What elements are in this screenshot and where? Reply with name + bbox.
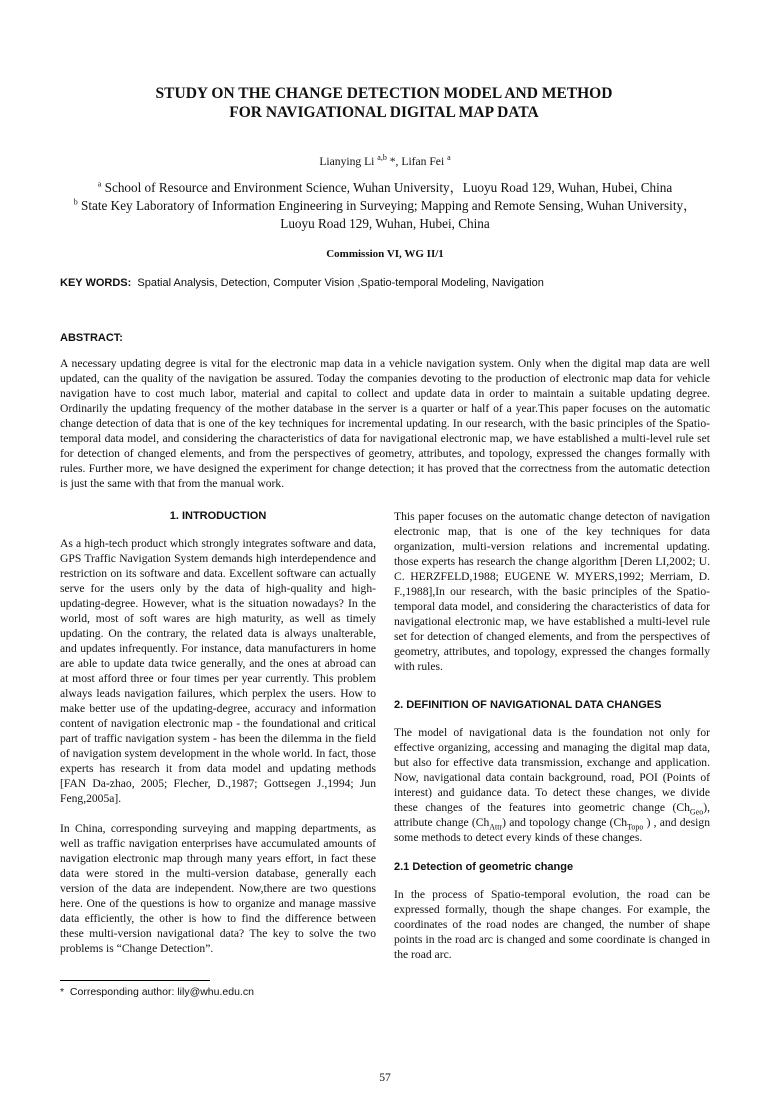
authors bbox=[60, 154, 710, 169]
affil-mark: a bbox=[97, 179, 102, 189]
affil-mark: b bbox=[73, 197, 78, 207]
keywords bbox=[60, 276, 710, 291]
text-seg: The model of navigational data is the foundation not only for effective organizing, accessing and managing the digital map data, but also for effective data transmission, exchange and application. Now, navigational data contain background, road, POI (Points of interest) and guidance data. To detect these changes, we divide these changes of the features into geometric change (Ch bbox=[394, 726, 710, 814]
paper-title bbox=[0, 84, 768, 122]
title-line-1: STUDY ON THE CHANGE DETECTION MODEL AND METHOD bbox=[155, 85, 613, 102]
intro-paragraph-3: This paper focuses on the automatic change detecton of navigation electronic map, that is one of the key techniques for data organization, multi-version relations and incremental updating. those experts has research the change algorithm [Deren LI,2002; U. C. HERZFELD,1988; EUGENE W. MYERS,1992; Merriam, D. F.,1988],In our research, with the basic principles of the Spatio-temporal data model, and considering the characteristics of data for navigational electronic map, we have established a multi-level rule set for detection of changed elements, and from the perspectives of geometry, attributes, and topology, expressed the changes formally with rules. bbox=[394, 510, 710, 673]
author-1-affil: a,b bbox=[377, 153, 387, 163]
author-2-affil: a bbox=[447, 153, 451, 163]
keywords-text: Spatial Analysis, Detection, Computer Vision ,Spatio-temporal Modeling, Navigation bbox=[131, 277, 544, 289]
affil-text: State Key Laboratory of Information Engineering in Surveying; Mapping and Remote Sensing, Wuhan University，Luoyu Road 129, Wuhan, Hubei, China bbox=[77, 198, 697, 231]
intro-paragraph-2: In China, corresponding surveying and mapping departments, as well as traffic navigation enterprises have accumulated amounts of navigation electronic map through many years effort, in fact these data were stored in the multi-version database, generally each version of the data are independent. Now,there are two questions here. One of the questions is how to organize and manage massive data efficiently, the other is how to find the difference between these multi-version navigational data? The key to solve the two problems is “Change Detection”. bbox=[60, 822, 376, 955]
keywords-label: KEY WORDS: bbox=[60, 277, 132, 289]
author-2: Lifan Fei bbox=[401, 155, 445, 168]
affiliation-a bbox=[60, 179, 710, 197]
right-column bbox=[394, 509, 710, 962]
section-1-heading: 1. INTRODUCTION bbox=[169, 510, 267, 522]
two-column-body bbox=[60, 509, 710, 962]
affiliation-b bbox=[60, 197, 710, 233]
text-seg: ) and topology change (Ch bbox=[502, 816, 628, 829]
intro-paragraph-1: As a high-tech product which strongly integrates software and data, GPS Traffic Navigation System demands high interdependence and restriction on its software and data. Excellent software can actually serve for the users only by the data of high-quality and high-updating-degree. However, what is the situation nowadays? In the world, most of soft wares are high maturity, as well as timely updating. On the contrary, the related data is always unalterable, and updates infrequently. For instance, data manufacturers in home are able to update data twice generally, and the ones at abroad can at most afford three or four times per year currently. This problem always leads navigation failures, which perplex the users. How to make better use of the updating-degree, accuracy and information content of navigation electronic map - the foundational and critical part of traffic navigation system - has been the dilemma in the field of navigation system development in the whole world. In fact, those experts has research it from data model and updating methods [FAN Da-zhao, 2005; Flecher, D.,1987; Gottsegen J.,1994; Jun Feng,2005a]. bbox=[60, 537, 376, 805]
title-line-2: FOR NAVIGATIONAL DIGITAL MAP DATA bbox=[229, 104, 539, 121]
text-seg: ) , and design some methods to detect every kinds of these changes. bbox=[394, 816, 710, 844]
subscript: Attr bbox=[489, 822, 503, 832]
commission: Commission VI, WG II/1 bbox=[326, 248, 444, 260]
page-number: 57 bbox=[379, 1071, 391, 1084]
footnote-divider bbox=[60, 980, 210, 981]
section-2-paragraph bbox=[394, 725, 710, 845]
subscript: Topo bbox=[627, 822, 644, 832]
footnote: * Corresponding author: lily@whu.edu.cn bbox=[60, 986, 254, 998]
section-2-heading: 2. DEFINITION OF NAVIGATIONAL DATA CHANGES bbox=[394, 699, 662, 711]
abstract-text: A necessary updating degree is vital for the electronic map data in a vehicle navigation system. Only when the digital map data are well updated, can the quality of the navigation be assured. Today the companies devoting to the production of electronic map data for vehicle navigation have to cost much labor, material and capital to collect and update data in order to maintain a suitable updating degree. Ordinarily the updating frequency of the mother database in the server is a quarter or half of a year.This paper focuses on the automatic change detection of data that is one of the key techniques for incremental updating. In our research, with the basic principles of the Spatio-temporal data model, and considering the characteristics of data for navigational electronic map, we have established a multi-level rule set for detection of changed elements, and from the perspectives of geometry, attributes, and topology, expressed the changes formally with rules. Further more, we have designed the experiment for change detection; it has proved that the correctness from the automatic detection is just the same with that from the manual work. bbox=[60, 357, 710, 490]
section-2-1-paragraph: In the process of Spatio-temporal evolution, the road can be expressed formally, though the shape changes. For example, the coordinates of the road nodes are changed, the number of shape points in the road arc is changed and some coordinate is changed in the road arc. bbox=[394, 888, 710, 961]
affiliations bbox=[60, 179, 710, 233]
abstract-heading: ABSTRACT: bbox=[60, 332, 123, 344]
left-column bbox=[60, 509, 376, 956]
subscript: Geo bbox=[689, 807, 704, 817]
author-1-mark: *, bbox=[386, 155, 402, 168]
text-seg: ), attribute change (Ch bbox=[394, 801, 710, 829]
author-1: Lianying Li bbox=[319, 155, 375, 168]
section-2-1-heading: 2.1 Detection of geometric change bbox=[394, 861, 574, 873]
affil-text: School of Resource and Environment Science, Wuhan University，Luoyu Road 129, Wuhan, Hubei, China bbox=[101, 180, 673, 195]
